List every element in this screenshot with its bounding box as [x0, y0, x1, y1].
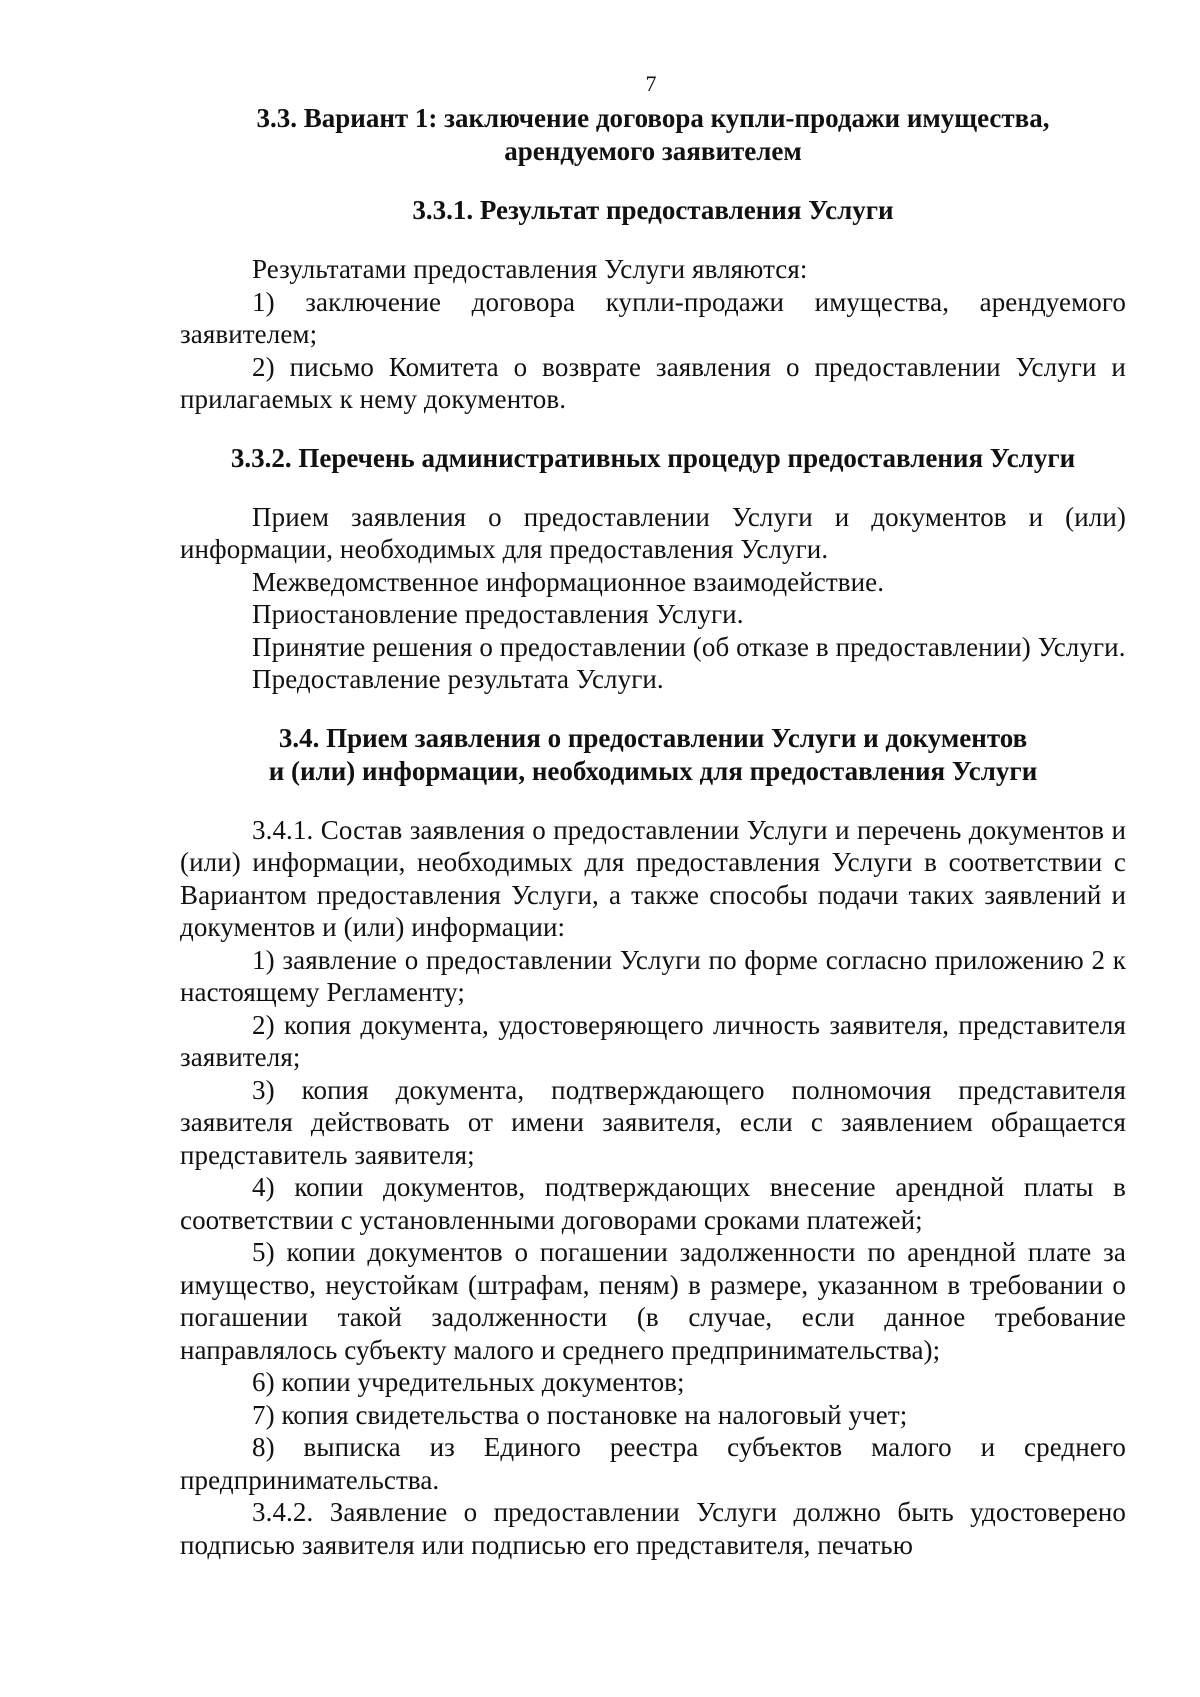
section-3-3-1-body	[180, 253, 1126, 416]
paragraph: Принятие решения о предоставлении (об отказе в предоставлении) Услуги.	[252, 631, 1126, 662]
list-item: 1) заявление о предоставлении Услуги по форме согласно приложению 2 к настоящему Регламенту;	[180, 944, 1126, 1007]
section-3-3-2-heading: 3.3.2. Перечень административных процедур предоставления Услуги	[230, 442, 1076, 473]
section-3-4-heading-line-2: и (или) информации, необходимых для предоставления Услуги	[268, 755, 1038, 786]
page-number: 7	[645, 71, 657, 96]
section-3-3-2-body	[180, 501, 1126, 696]
list-item: 5) копии документов о погашении задолженности по арендной плате за имущество, неустойкам (штрафам, пеням) в размере, указанном в требовании о погашении такой задолженности (в случае, если данное требование направлялось субъекту малого и среднего предпринимательства);	[180, 1237, 1126, 1365]
list-item: 3) копия документа, подтверждающего полномочия представителя заявителя действовать от имени заявителя, если с заявлением обращается представитель заявителя;	[180, 1074, 1126, 1170]
paragraph: Предоставление результата Услуги.	[252, 664, 664, 694]
list-item: 2) копия документа, удостоверяющего личность заявителя, представителя заявителя;	[180, 1009, 1126, 1072]
list-item: 4) копии документов, подтверждающих внесение арендной платы в соответствии с установленными договорами сроками платежей;	[180, 1172, 1126, 1235]
paragraph: Приостановление предоставления Услуги.	[252, 599, 744, 629]
section-3-3-heading-line-2: арендуемого заявителем	[504, 136, 802, 166]
paragraph: Прием заявления о предоставлении Услуги и документов и (или) информации, необходимых для предоставления Услуги.	[180, 501, 1126, 564]
section-3-3-1-heading: 3.3.1. Результат предоставления Услуги	[412, 195, 894, 225]
list-item: 1) заключение договора купли-продажи имущества, арендуемого заявителем;	[180, 286, 1126, 349]
section-3-4-heading	[180, 722, 1126, 788]
section-3-4-heading-line-1: 3.4. Прием заявления о предоставлении Услуги и документов	[278, 722, 1028, 753]
section-3-3-heading-line-1: 3.3. Вариант 1: заключение договора купли-продажи имущества,	[256, 103, 1050, 133]
paragraph: Межведомственное информационное взаимодействие.	[252, 566, 885, 597]
paragraph: Результатами предоставления Услуги являются:	[252, 254, 808, 284]
section-3-4-body	[180, 814, 1126, 1562]
list-item: 2) письмо Комитета о возврате заявления о предоставлении Услуги и прилагаемых к нему документов.	[180, 351, 1126, 414]
list-item: 8) выписка из Единого реестра субъектов малого и среднего предпринимательства.	[180, 1432, 1126, 1495]
list-item: 7) копия свидетельства о постановке на налоговый учет;	[252, 1399, 908, 1430]
document-page	[180, 70, 1126, 1561]
paragraph: 3.4.1. Состав заявления о предоставлении Услуги и перечень документов и (или) информации, необходимых для предоставления Услуги в соответствии с Вариантом предоставления Услуги, а также способы подачи таких заявлений и документов и (или) информации:	[180, 814, 1126, 942]
list-item: 6) копии учредительных документов;	[252, 1367, 685, 1397]
paragraph: 3.4.2. Заявление о предоставлении Услуги должно быть удостоверено подписью заявителя или подписью его представителя, печатью	[180, 1497, 1126, 1560]
section-3-3-heading	[180, 102, 1126, 168]
